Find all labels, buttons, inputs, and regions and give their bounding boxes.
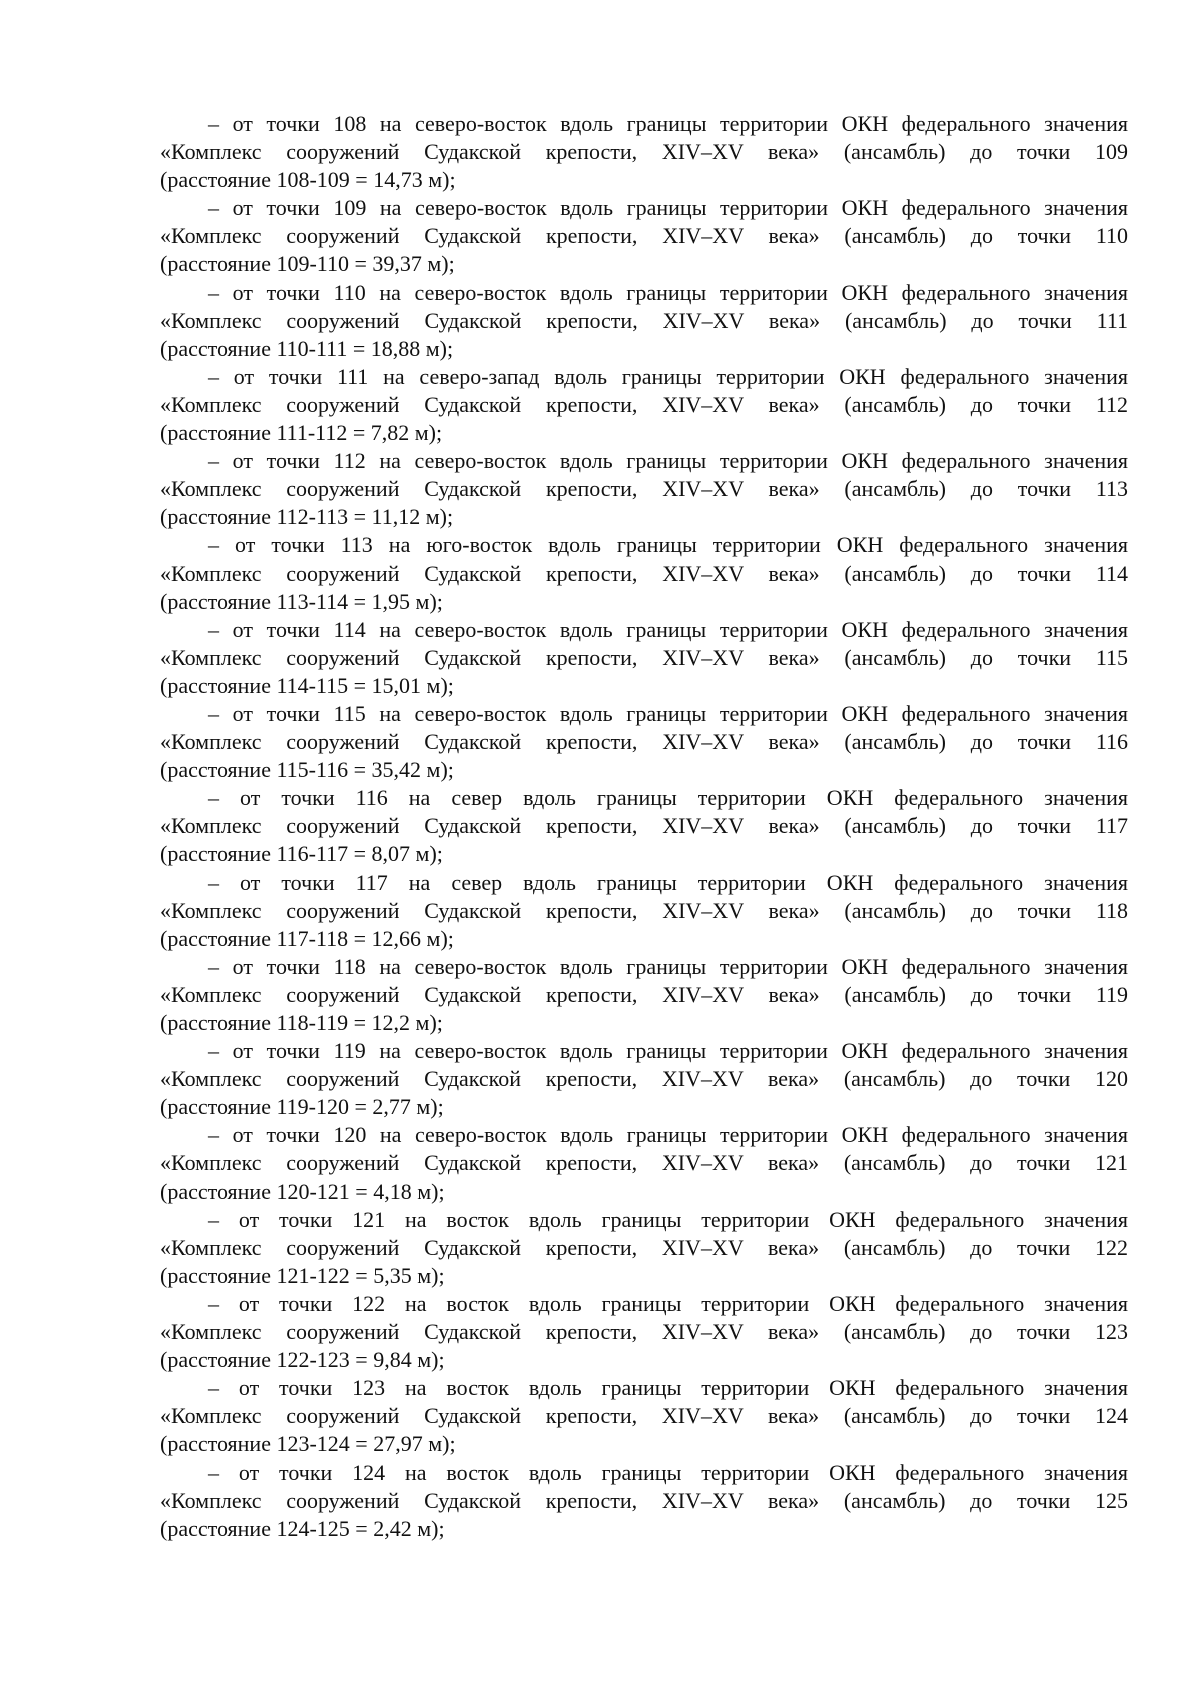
paragraph-line: «Комплекс сооружений Судакской крепости, XIV–XV века» (ансамбль) до точки 118 [160, 897, 1128, 923]
paragraph-line: (расстояние 116-117 = 8,07 м); [160, 841, 443, 867]
paragraph-line: – от точки 110 на северо-восток вдоль границы территории ОКН федерального значения [208, 279, 1128, 305]
paragraph-line: (расстояние 122-123 = 9,84 м); [160, 1347, 445, 1373]
document-body [160, 110, 1128, 1543]
paragraph-line: (расстояние 115-116 = 35,42 м); [160, 757, 454, 783]
boundary-segment-paragraph [160, 531, 1128, 615]
boundary-segment-paragraph [160, 279, 1128, 363]
paragraph-line: (расстояние 117-118 = 12,66 м); [160, 925, 454, 951]
paragraph-line: «Комплекс сооружений Судакской крепости, XIV–XV века» (ансамбль) до точки 111 [160, 307, 1128, 333]
paragraph-line: (расстояние 118-119 = 12,2 м); [160, 1010, 443, 1035]
paragraph-line: «Комплекс сооружений Судакской крепости, XIV–XV века» (ансамбль) до точки 110 [160, 223, 1128, 249]
boundary-segment-paragraph [160, 700, 1128, 784]
boundary-segment-paragraph [160, 1459, 1128, 1543]
boundary-segment-paragraph [160, 869, 1128, 953]
paragraph-line: – от точки 115 на северо-восток вдоль границы территории ОКН федерального значения [208, 700, 1128, 726]
paragraph-line: (расстояние 113-114 = 1,95 м); [160, 588, 443, 614]
paragraph-line: – от точки 108 на северо-восток вдоль границы территории ОКН федерального значения [208, 111, 1128, 136]
paragraph-line: «Комплекс сооружений Судакской крепости, XIV–XV века» (ансамбль) до точки 114 [160, 560, 1128, 586]
paragraph-line: – от точки 124 на восток вдоль границы территории ОКН федерального значения [208, 1459, 1128, 1485]
paragraph-line: – от точки 118 на северо-восток вдоль границы территории ОКН федерального значения [208, 953, 1128, 979]
boundary-segment-paragraph [160, 363, 1128, 447]
paragraph-line: – от точки 114 на северо-восток вдоль границы территории ОКН федерального значения [208, 616, 1128, 642]
boundary-segment-paragraph [160, 1374, 1128, 1458]
paragraph-line: – от точки 121 на восток вдоль границы территории ОКН федерального значения [208, 1206, 1128, 1232]
boundary-segment-paragraph [160, 110, 1128, 194]
paragraph-line: – от точки 123 на восток вдоль границы территории ОКН федерального значения [208, 1375, 1128, 1401]
boundary-segment-paragraph [160, 447, 1128, 531]
paragraph-line: «Комплекс сооружений Судакской крепости, XIV–XV века» (ансамбль) до точки 120 [160, 1066, 1128, 1092]
boundary-segment-paragraph [160, 1121, 1128, 1205]
paragraph-line: (расстояние 124-125 = 2,42 м); [160, 1515, 445, 1541]
paragraph-line: (расстояние 120-121 = 4,18 м); [160, 1178, 445, 1204]
paragraph-line: «Комплекс сооружений Судакской крепости, XIV–XV века» (ансамбль) до точки 117 [160, 813, 1128, 839]
paragraph-line: (расстояние 123-124 = 27,97 м); [160, 1431, 456, 1457]
paragraph-line: – от точки 109 на северо-восток вдоль границы территории ОКН федерального значения [208, 195, 1128, 221]
paragraph-line: – от точки 122 на восток вдоль границы территории ОКН федерального значения [208, 1290, 1128, 1316]
paragraph-line: «Комплекс сооружений Судакской крепости, XIV–XV века» (ансамбль) до точки 124 [160, 1403, 1128, 1429]
paragraph-line: «Комплекс сооружений Судакской крепости, XIV–XV века» (ансамбль) до точки 119 [160, 981, 1128, 1007]
paragraph-line: – от точки 117 на север вдоль границы территории ОКН федерального значения [208, 869, 1128, 895]
paragraph-line: – от точки 111 на северо-запад вдоль границы территории ОКН федерального значения [208, 363, 1128, 389]
paragraph-line: «Комплекс сооружений Судакской крепости, XIV–XV века» (ансамбль) до точки 121 [160, 1150, 1128, 1176]
paragraph-line: (расстояние 112-113 = 11,12 м); [160, 504, 454, 530]
paragraph-line: (расстояние 109-110 = 39,37 м); [160, 251, 455, 277]
paragraph-line: (расстояние 108-109 = 14,73 м); [160, 167, 456, 193]
paragraph-line: «Комплекс сооружений Судакской крепости, XIV–XV века» (ансамбль) до точки 116 [160, 729, 1128, 755]
paragraph-line: – от точки 113 на юго-восток вдоль границы территории ОКН федерального значения [208, 532, 1128, 558]
paragraph-line: «Комплекс сооружений Судакской крепости, XIV–XV века» (ансамбль) до точки 112 [160, 391, 1128, 417]
paragraph-line: (расстояние 121-122 = 5,35 м); [160, 1262, 445, 1288]
paragraph-line: – от точки 120 на северо-восток вдоль границы территории ОКН федерального значения [208, 1122, 1128, 1148]
paragraph-line: (расстояние 114-115 = 15,01 м); [160, 672, 454, 698]
paragraph-line: (расстояние 119-120 = 2,77 м); [160, 1094, 444, 1120]
boundary-segment-paragraph [160, 1037, 1128, 1121]
paragraph-line: – от точки 112 на северо-восток вдоль границы территории ОКН федерального значения [208, 448, 1128, 474]
paragraph-line: – от точки 116 на север вдоль границы территории ОКН федерального значения [208, 785, 1128, 811]
paragraph-line: «Комплекс сооружений Судакской крепости, XIV–XV века» (ансамбль) до точки 125 [160, 1487, 1128, 1513]
boundary-segment-paragraph [160, 1206, 1128, 1290]
boundary-segment-paragraph [160, 616, 1128, 700]
boundary-segment-paragraph [160, 1290, 1128, 1374]
boundary-segment-paragraph [160, 784, 1128, 868]
paragraph-line: – от точки 119 на северо-восток вдоль границы территории ОКН федерального значения [208, 1038, 1128, 1064]
boundary-segment-paragraph [160, 953, 1128, 1037]
boundary-segment-paragraph [160, 194, 1128, 278]
paragraph-line: (расстояние 111-112 = 7,82 м); [160, 420, 443, 446]
paragraph-line: «Комплекс сооружений Судакской крепости, XIV–XV века» (ансамбль) до точки 113 [160, 476, 1128, 502]
paragraph-line: «Комплекс сооружений Судакской крепости, XIV–XV века» (ансамбль) до точки 115 [160, 644, 1128, 670]
paragraph-line: «Комплекс сооружений Судакской крепости, XIV–XV века» (ансамбль) до точки 122 [160, 1234, 1128, 1260]
paragraph-line: «Комплекс сооружений Судакской крепости, XIV–XV века» (ансамбль) до точки 123 [160, 1319, 1128, 1345]
paragraph-line: «Комплекс сооружений Судакской крепости, XIV–XV века» (ансамбль) до точки 109 [160, 139, 1128, 165]
paragraph-line: (расстояние 110-111 = 18,88 м); [160, 335, 454, 361]
